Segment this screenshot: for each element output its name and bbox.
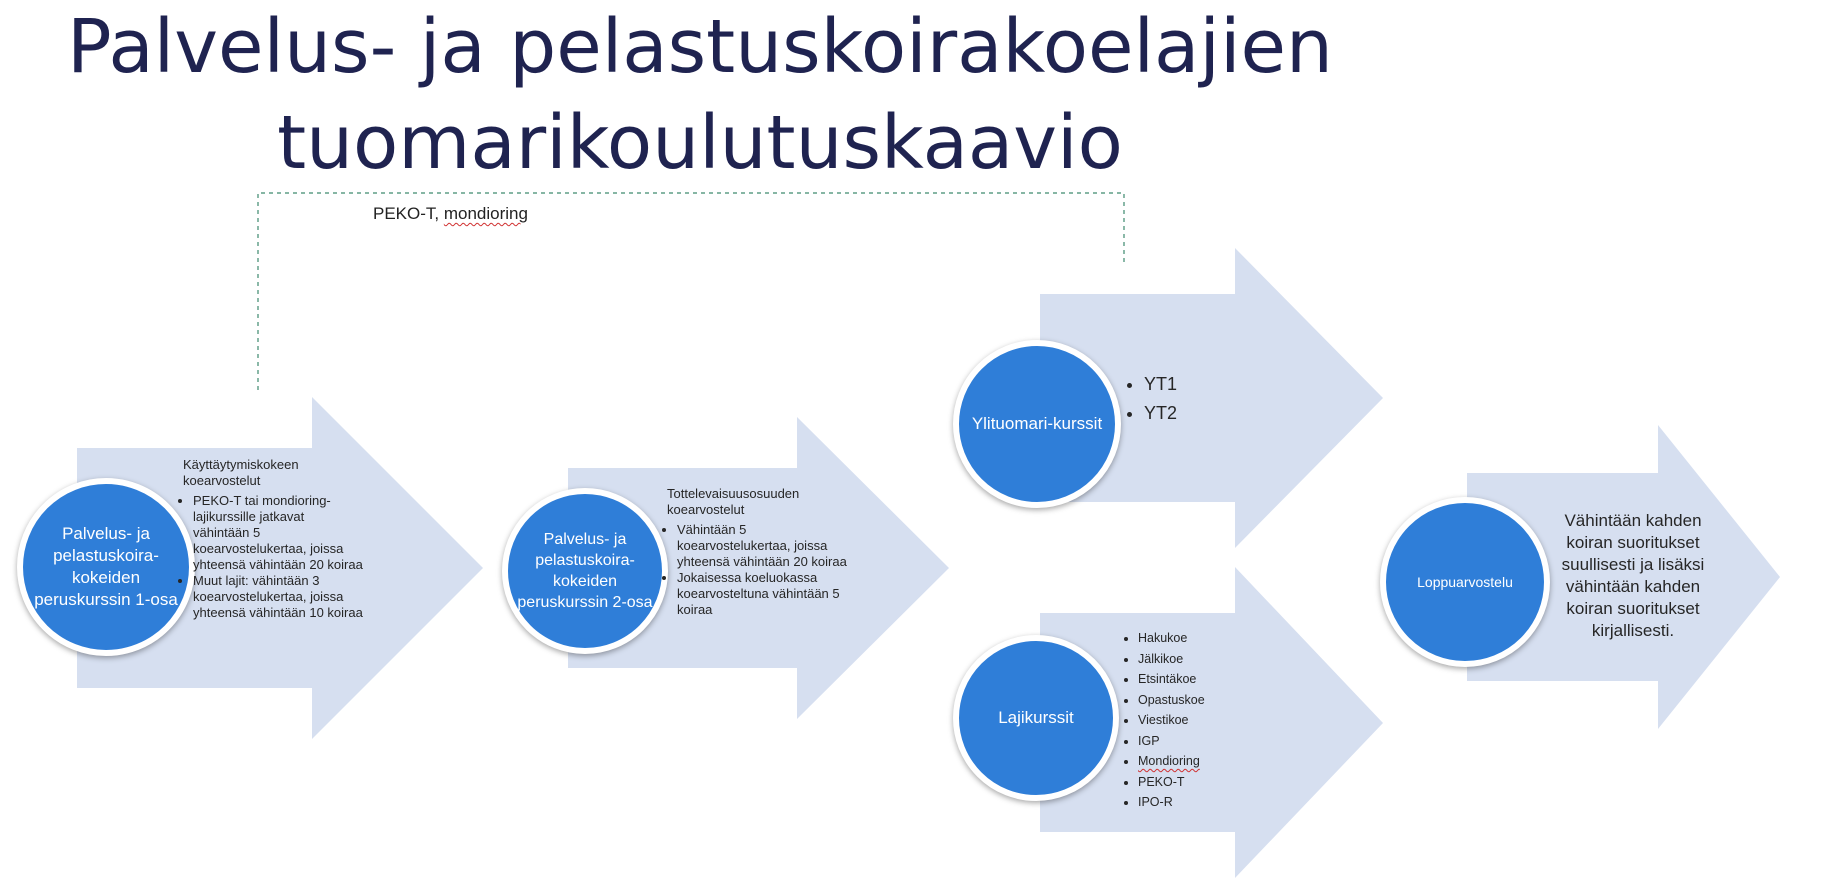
connector-label-part1: PEKO-T, [373,204,444,223]
basic-course-2-circle [502,488,668,654]
list-item: • YT2 [1144,399,1177,428]
species-courses-label: Lajikurssit [998,708,1074,727]
list-item: • Muut lajit: vähintään 3 koearvostelukertaa, joissa yhteensä vähintään 10 koiraa [193,573,363,621]
list-item: • IGP [1138,731,1205,752]
basic-course-2-heading: Tottelevaisuusosuuden koearvostelut [667,486,800,517]
list-item: • PEKO-T [1138,772,1205,793]
list-item: • PEKO-T tai mondioring-lajikurssille jatkavat vähintään 5 koearvostelukertaa, joissa yhteensä vähintään 20 koiraa [193,493,363,573]
diagram-title-line2: tuomarikoulutuskaavio [277,100,1123,186]
list-item: • Hakukoe [1138,628,1205,649]
list-item: • Etsintäkoe [1138,669,1205,690]
list-item: • Jokaisessa koeluokassa koearvosteltuna vähintään 5 koiraa [677,570,857,618]
connector-label-part2: mondioring [443,204,528,223]
list-item: • Vähintään 5 koearvostelukertaa, joissa yhteensä vähintään 20 koiraa [677,522,857,570]
basic-course-1-heading: Käyttäytymiskokeen koearvostelut [183,457,299,488]
basic-course-1-text [183,457,363,621]
list-item: • Viestikoe [1138,710,1205,731]
final-evaluation-circle [1380,497,1550,667]
basic-course-2-label: Palvelus- ja pelastuskoira-kokeiden peruskurssin 2-osa [517,531,653,611]
list-item: • Mondioring [1138,751,1205,772]
list-item: • Opastuskoe [1138,690,1205,711]
basic-course-1-label: Palvelus- ja pelastuskoira-kokeiden peruskurssin 1-osa [34,524,178,609]
species-courses-list [1130,628,1205,813]
species-courses-circle [953,635,1119,801]
chief-judge-circle [953,340,1121,508]
basic-course-2-list [667,522,857,618]
diagram-title-line1: Palvelus- ja pelastuskoirakoelajien [67,4,1333,90]
basic-course-1-circle [17,478,195,656]
chief-judge-text [1130,370,1177,428]
list-item: • Jälkikoe [1138,649,1205,670]
basic-course-1-list [183,493,363,621]
list-item: • YT1 [1144,370,1177,399]
chief-judge-list [1130,370,1177,428]
chief-judge-label: Ylituomari-kurssit [971,414,1103,433]
list-item: • IPO-R [1138,792,1205,813]
connector-label [373,204,528,224]
species-courses-text [1130,628,1205,813]
final-evaluation-label: Loppuarvostelu [1417,574,1513,590]
basic-course-2-text [667,486,857,618]
final-evaluation-text: Vähintään kahden koiran suoritukset suullisesti ja lisäksi vähintään kahden koiran suoritukset kirjallisesti. [1561,511,1705,640]
